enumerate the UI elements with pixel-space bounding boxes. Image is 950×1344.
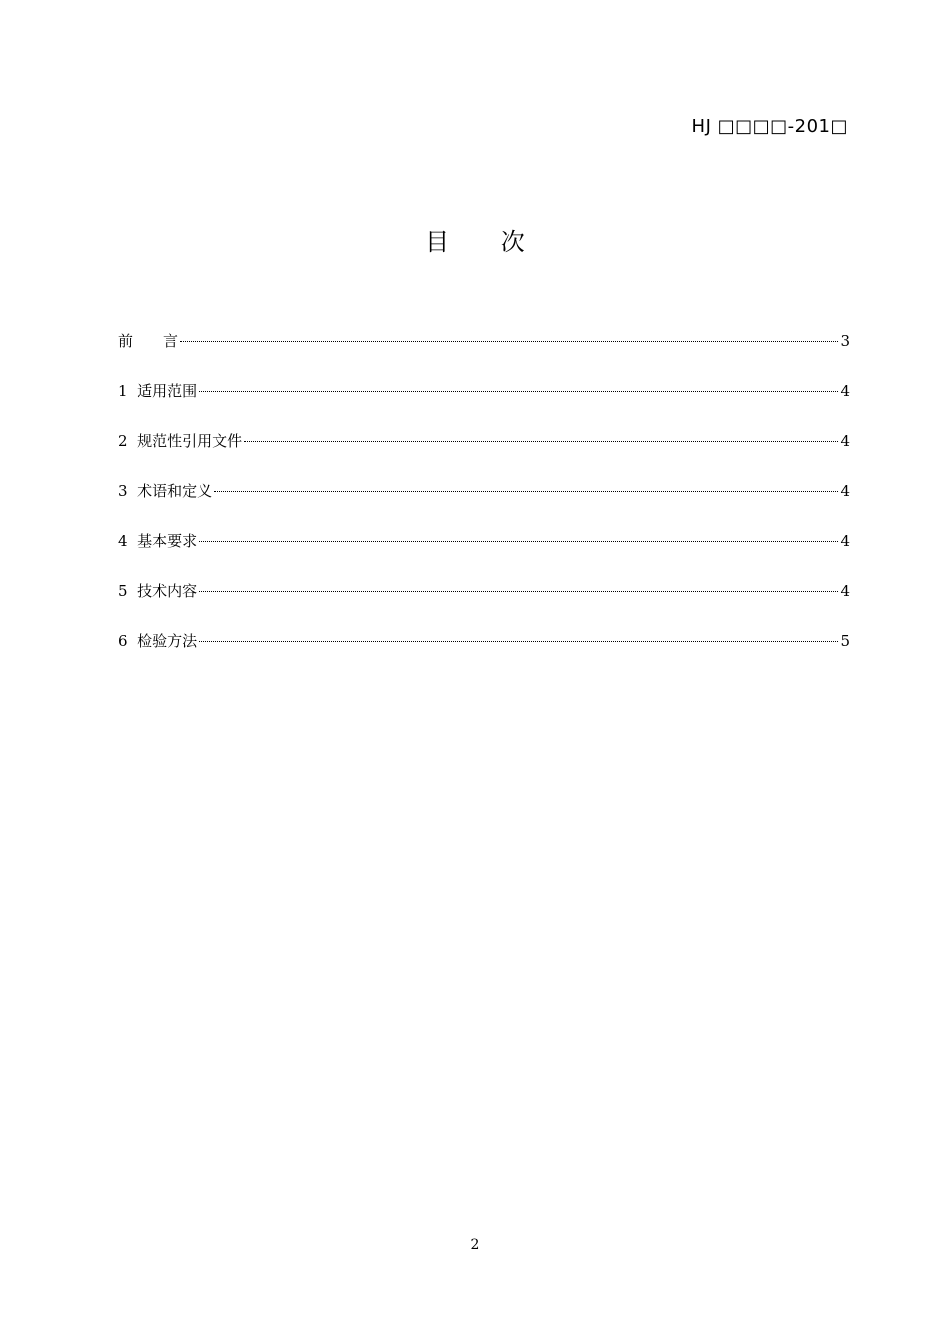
toc-title: 目 次 [425, 228, 547, 256]
toc-entry-label: 6 检验方法 [118, 632, 198, 650]
toc-entry-page: 4 [840, 482, 850, 500]
toc-entry-terms-definitions[interactable] [118, 480, 850, 530]
dot-leader [214, 491, 838, 492]
toc-entry-technical-content[interactable] [118, 580, 850, 630]
dot-leader [244, 441, 838, 442]
toc-entry-label: 1 适用范围 [118, 382, 198, 400]
dot-leader [180, 341, 838, 342]
toc-entry-label: 4 基本要求 [118, 532, 198, 550]
dot-leader [199, 591, 838, 592]
toc-entry-page: 5 [840, 632, 850, 650]
toc-entry-label: 前 言 [118, 332, 179, 350]
table-of-contents [118, 330, 850, 680]
toc-entry-page: 4 [840, 582, 850, 600]
toc-entry-normative-references[interactable] [118, 430, 850, 480]
toc-entry-page: 4 [840, 532, 850, 550]
toc-entry-test-methods[interactable] [118, 630, 850, 680]
toc-entry-scope[interactable] [118, 380, 850, 430]
dot-leader [199, 541, 838, 542]
toc-entry-page: 3 [840, 332, 850, 350]
toc-entry-label: 5 技术内容 [118, 582, 198, 600]
toc-entry-label: 3 术语和定义 [118, 482, 213, 500]
toc-entry-preface[interactable] [118, 330, 850, 380]
document-code: HJ □□□□-201□ [691, 116, 848, 137]
dot-leader [199, 641, 838, 642]
toc-entry-label: 2 规范性引用文件 [118, 432, 243, 450]
toc-entry-basic-requirements[interactable] [118, 530, 850, 580]
toc-entry-page: 4 [840, 382, 850, 400]
dot-leader [199, 391, 838, 392]
page-number: 2 [470, 1237, 480, 1253]
toc-entry-page: 4 [840, 432, 850, 450]
